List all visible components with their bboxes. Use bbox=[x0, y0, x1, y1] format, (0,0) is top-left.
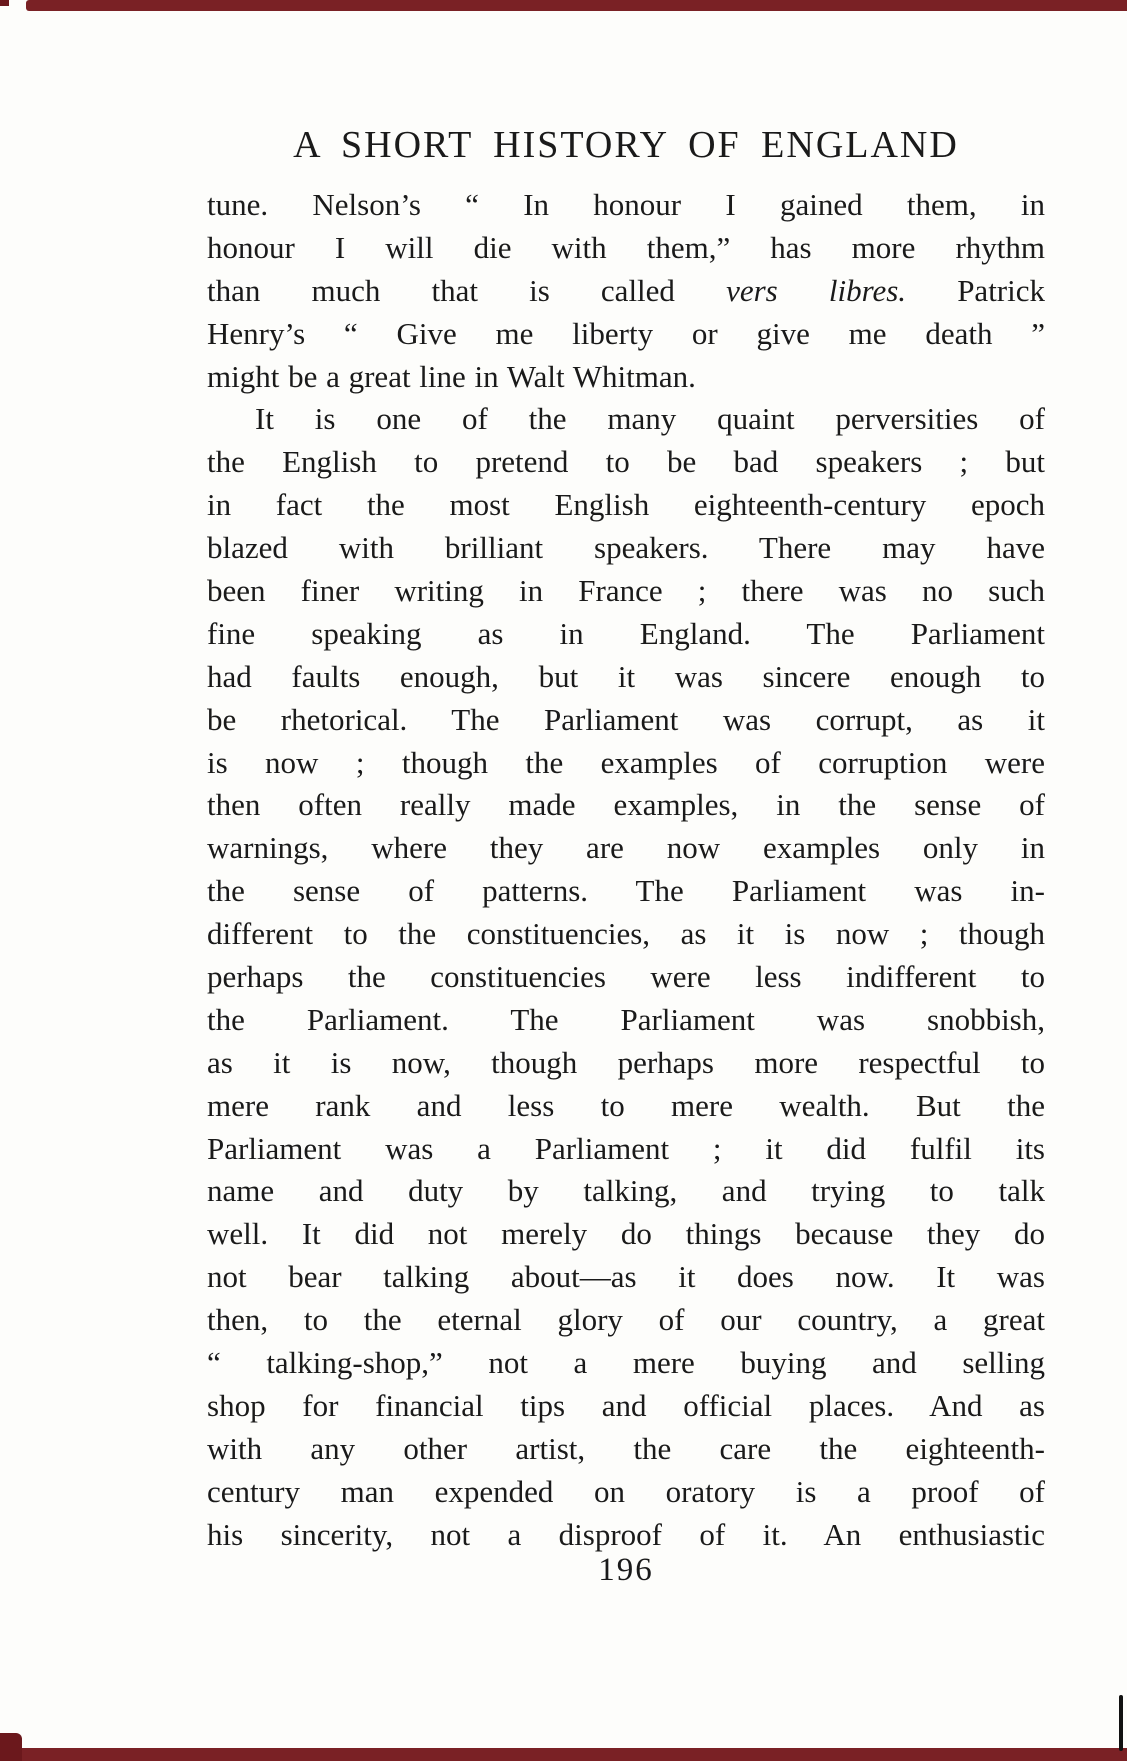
text-line: then, to the eternal glory of our country, a great bbox=[207, 1302, 1045, 1338]
text-line: had faults enough, but it was sincere enough to bbox=[207, 658, 1045, 694]
text-line: name and duty by talking, and trying to talk bbox=[207, 1173, 1045, 1209]
text-line: It is one of the many quaint perversities of bbox=[255, 401, 1045, 437]
scan-artifact-bottom-bar bbox=[0, 1748, 1127, 1761]
text-line: Henry’s “ Give me liberty or give me death ” bbox=[207, 315, 1045, 351]
scan-artifact-right-mark bbox=[1119, 1695, 1123, 1751]
text-line: mere rank and less to mere wealth. But the bbox=[207, 1087, 1045, 1123]
text-line: century man expended on oratory is a proof of bbox=[207, 1473, 1045, 1509]
text-line: the English to pretend to be bad speakers ; but bbox=[207, 444, 1045, 480]
text-line: honour I will die with them,” has more rhythm bbox=[207, 229, 1045, 265]
text-line: been finer writing in France ; there was no such bbox=[207, 573, 1045, 609]
text-line: well. It did not merely do things because they do bbox=[207, 1216, 1045, 1252]
text-line: shop for financial tips and official places. And as bbox=[207, 1387, 1045, 1423]
text-line: might be a great line in Walt Whitman. bbox=[207, 358, 696, 394]
text-line: as it is now, though perhaps more respectful to bbox=[207, 1044, 1045, 1080]
text-line: his sincerity, not a disproof of it. An enthusiastic bbox=[207, 1516, 1045, 1552]
scan-artifact-corner-blob bbox=[0, 1733, 22, 1761]
scan-artifact-top-fleck bbox=[0, 0, 9, 6]
text-line: different to the constituencies, as it is now ; though bbox=[207, 916, 1045, 952]
text-line: then often really made examples, in the sense of bbox=[207, 787, 1045, 823]
text-line: warnings, where they are now examples only in bbox=[207, 830, 1045, 866]
page-title: A SHORT HISTORY OF ENGLAND bbox=[293, 124, 959, 166]
scan-artifact-top-bar bbox=[26, 0, 1127, 11]
text-line: “ talking-shop,” not a mere buying and selling bbox=[207, 1345, 1045, 1381]
text-line: tune. Nelson’s “ In honour I gained them, in bbox=[207, 187, 1045, 222]
text-line: in fact the most English eighteenth-century epoch bbox=[207, 487, 1045, 523]
text-line: not bear talking about—as it does now. It was bbox=[207, 1259, 1045, 1295]
text-line: with any other artist, the care the eighteenth- bbox=[207, 1430, 1045, 1466]
page-text bbox=[207, 184, 1045, 1557]
text-line: the Parliament. The Parliament was snobbish, bbox=[207, 1001, 1045, 1037]
text-line: be rhetorical. The Parliament was corrupt, as it bbox=[207, 701, 1045, 737]
text-line: is now ; though the examples of corruption were bbox=[207, 744, 1045, 780]
text-line: Parliament was a Parliament ; it did fulfil its bbox=[207, 1130, 1045, 1166]
text-line: than much that is called vers libres. Patrick bbox=[207, 272, 1046, 308]
text-line: blazed with brilliant speakers. There may have bbox=[207, 530, 1045, 566]
text-line: fine speaking as in England. The Parliament bbox=[207, 615, 1045, 651]
text-line: the sense of patterns. The Parliament was in- bbox=[207, 873, 1045, 909]
text-line: perhaps the constituencies were less indifferent to bbox=[207, 959, 1045, 995]
page-number: 196 bbox=[598, 1552, 654, 1588]
